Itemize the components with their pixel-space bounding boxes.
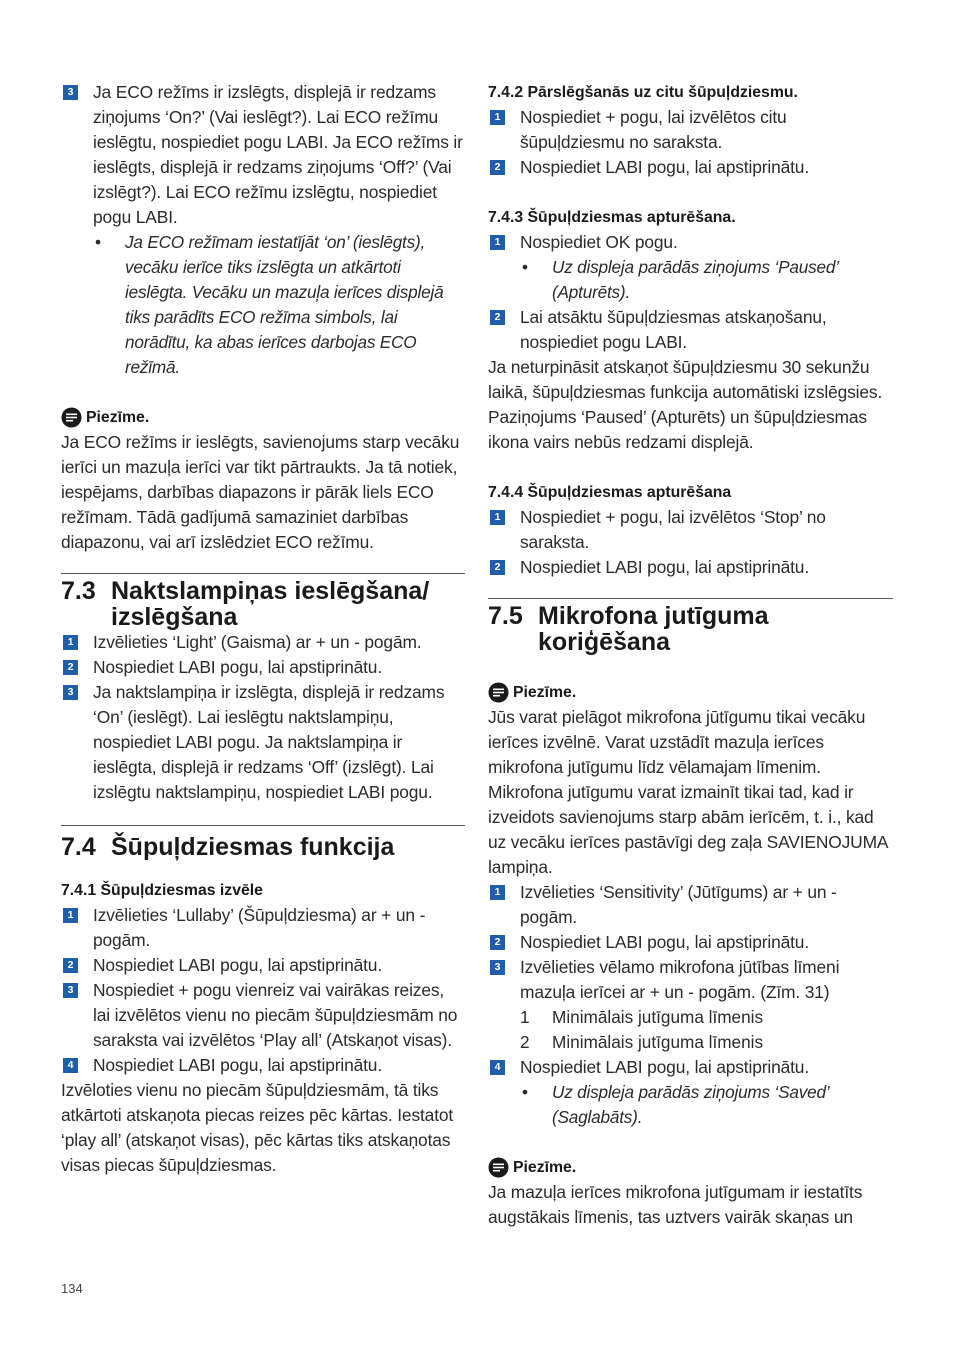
level-item [488,1030,893,1055]
step-text: Nospiediet LABI pogu, lai apstiprinātu. [93,955,383,975]
step-badge: 3 [63,685,78,700]
step-badge: 1 [63,908,78,923]
note-title: Piezīme. [513,1159,577,1176]
subsection-heading-7-4-3: 7.4.3 Šūpuļdziesmas apturēšana. [488,209,736,226]
subsection-heading-7-4-4: 7.4.4 Šūpuļdziesmas apturēšana [488,484,732,501]
step-item [61,80,465,230]
step-item [488,505,893,555]
section-heading-7-3 [61,573,465,630]
step-badge: 4 [63,1058,78,1073]
step-text: Nospiediet OK pogu. [520,232,678,252]
step-item [488,230,893,255]
step-text: Izvēlieties ‘Sensitivity’ (Jūtīgums) ar + un - pogām. [520,882,837,927]
step-item [488,880,893,930]
note-text: Ja ECO režīms ir ieslēgts, savienojums starp vecāku ierīci un mazuļa ierīci var tikt pārtraukts. Ja tā notiek, iespējams, darbības diapazons ir pārāk liels ECO režīmam. Tādā gadījumā samaziniet darbības diapazonu, vai arī izslēdziet ECO režīmu. [61,432,460,552]
step-text: Nospiediet LABI pogu, lai apstiprinātu. [520,1057,810,1077]
note-heading [488,1155,893,1180]
step-text: Nospiediet LABI pogu, lai apstiprinātu. [520,557,810,577]
step-text: Nospiediet LABI pogu, lai apstiprinātu. [520,157,810,177]
bullet-item [488,255,893,305]
step-text: Nospiediet LABI pogu, lai apstiprinātu. [93,1055,383,1075]
bullet-dot: • [522,257,528,277]
note-text: Jūs varat pielāgot mikrofona jūtīgumu tikai vecāku ierīces izvēlnē. Varat uzstādīt mazuļa ierīces mikrofona jutīgumu līdz vēlamajam līmenim. Mikrofona jutīgumu varat izmainīt tikai tad, kad ir izveidots savienojums starp abām ierīcēm, t. i., kad uz vecāku ierīces pastāvīgi deg zaļa SAVIENOJUMA lampiņa. [488,707,888,877]
section-number: 7.5 [488,602,523,630]
step-text: Nospiediet LABI pogu, lai apstiprinātu. [93,657,383,677]
step-item [61,1053,465,1078]
step-text: Nospiediet + pogu, lai izvēlētos citu šūpuļdziesmu no saraksta. [520,107,787,152]
paragraph: Izvēloties vienu no piecām šūpuļdziesmām, tā tiks atkārtoti atskaņota piecas reizes pēc kārtas. Iestatot ‘play all’ (atskaņot visas), pēc kārtas tiks atskaņotas visas piecas šūpuļdziesmas. [61,1080,454,1175]
step-item [61,953,465,978]
step-badge: 1 [490,510,505,525]
section-title-line1: Naktslampiņas ieslēgšana/ [111,577,430,605]
step-item [61,903,465,953]
section-number: 7.3 [61,577,96,605]
step-badge: 1 [490,235,505,250]
bullet-text: Ja ECO režīmam iestatījāt ‘on’ (ieslēgts), vecāku ierīce tiks izslēgta un atkārtoti ieslēgta. Vecāku un mazuļa ierīces displejā tiks parādīts ECO režīma simbols, lai norādītu, ka abas ierīces darbojas ECO režīmā. [125,232,444,377]
step-badge: 2 [490,160,505,175]
section-title: Šūpuļdziesmas funkcija [111,833,395,861]
right-column [488,80,893,1230]
step-badge: 3 [63,85,78,100]
subsection-heading-7-4-2: 7.4.2 Pārslēgšanās uz citu šūpuļdziesmu. [488,84,798,101]
step-item [488,555,893,580]
section-title-line2: koriģēšana [538,628,671,656]
step-badge: 2 [490,935,505,950]
bullet-dot: • [522,1082,528,1102]
step-item [488,930,893,955]
step-item [61,630,465,655]
step-badge: 3 [63,983,78,998]
step-item [61,680,465,805]
step-text: Izvēlieties ‘Lullaby’ (Šūpuļdziesma) ar + un - pogām. [93,905,426,950]
step-badge: 2 [63,660,78,675]
step-badge: 1 [490,110,505,125]
bullet-dot: • [95,232,101,252]
level-number: 1 [520,1007,530,1027]
step-item [488,105,893,155]
step-badge: 1 [63,635,78,650]
page-number: 134 [61,1281,83,1296]
level-text: Minimālais jutīguma līmenis [552,1032,764,1052]
section-number: 7.4 [61,833,96,861]
step-text: Nospiediet + pogu, lai izvēlētos ‘Stop’ no saraksta. [520,507,826,552]
bullet-text: Uz displeja parādās ziņojums ‘Saved’ (Saglabāts). [552,1082,829,1127]
bullet-text: Uz displeja parādās ziņojums ‘Paused’ (Apturēts). [552,257,838,302]
step-item [488,155,893,180]
note-icon [488,1157,509,1178]
note-heading [61,405,465,430]
step-text: Izvēlieties vēlamo mikrofona jūtības līmeni mazuļa ierīcei ar + un - pogām. (Zīm. 31) [520,957,840,1002]
step-item [61,655,465,680]
step-item [488,955,893,1005]
section-title-line1: Mikrofona jutīguma [538,602,769,630]
paragraph: Ja neturpināsit atskaņot šūpuļdziesmu 30 sekunžu laikā, šūpuļdziesmas funkcija automātiski izslēgsies. Paziņojums ‘Paused’ (Apturēts) un šūpuļdziesmas ikona vairs nebūs redzami displejā. [488,357,883,452]
step-badge: 2 [490,310,505,325]
step-item [488,1055,893,1080]
level-text: Minimālais jutīguma līmenis [552,1007,764,1027]
level-number: 2 [520,1032,530,1052]
bullet-item [61,230,465,380]
step-text: Nospiediet + pogu vienreiz vai vairākas reizes, lai izvēlētos vienu no piecām šūpuļdziesmām no saraksta vai izvēlētos ‘Play all’ (Atskaņot visas). [93,980,458,1050]
level-item [488,1005,893,1030]
step-badge: 1 [490,885,505,900]
step-badge: 2 [490,560,505,575]
left-column [61,80,465,1178]
note-title: Piezīme. [86,409,150,426]
note-icon [488,682,509,703]
step-text: Ja ECO režīms ir izslēgts, displejā ir redzams ziņojums ‘On?’ (Vai ieslēgt?). Lai ECO režīmu ieslēgtu, nospiediet pogu LABI. Ja ECO režīms ir ieslēgts, displejā ir redzams ziņojums ‘Off?’ (Vai izslēgt?). Lai ECO režīmu izslēgtu, nospiediet pogu LABI. [93,82,463,227]
bullet-item [488,1080,893,1130]
section-title-line2: izslēgšana [111,603,238,631]
step-text: Lai atsāktu šūpuļdziesmas atskaņošanu, nospiediet pogu LABI. [520,307,827,352]
step-badge: 3 [490,960,505,975]
step-badge: 2 [63,958,78,973]
step-text: Nospiediet LABI pogu, lai apstiprinātu. [520,932,810,952]
step-item [488,305,893,355]
subsection-heading-7-4-1: 7.4.1 Šūpuļdziesmas izvēle [61,882,263,899]
note-title: Piezīme. [513,684,577,701]
step-text: Ja naktslampiņa ir izslēgta, displejā ir redzams ‘On’ (ieslēgt). Lai ieslēgtu naktslampiņu, nospiediet LABI pogu. Ja naktslampiņa ir ieslēgta, displejā ir redzams ‘Off’ (izslēgt). Lai izslēgtu naktslampiņu, nospiediet LABI pogu. [93,682,445,802]
step-item [61,978,465,1053]
section-heading-7-5 [488,598,893,655]
note-text: Ja mazuļa ierīces mikrofona jutīgumam ir iestatīts augstākais līmenis, tas uztvers vairāk skaņas un [488,1182,863,1227]
note-icon [61,407,82,428]
step-badge: 4 [490,1060,505,1075]
step-text: Izvēlieties ‘Light’ (Gaisma) ar + un - pogām. [93,632,422,652]
section-heading-7-4 [61,825,465,860]
note-heading [488,680,893,705]
